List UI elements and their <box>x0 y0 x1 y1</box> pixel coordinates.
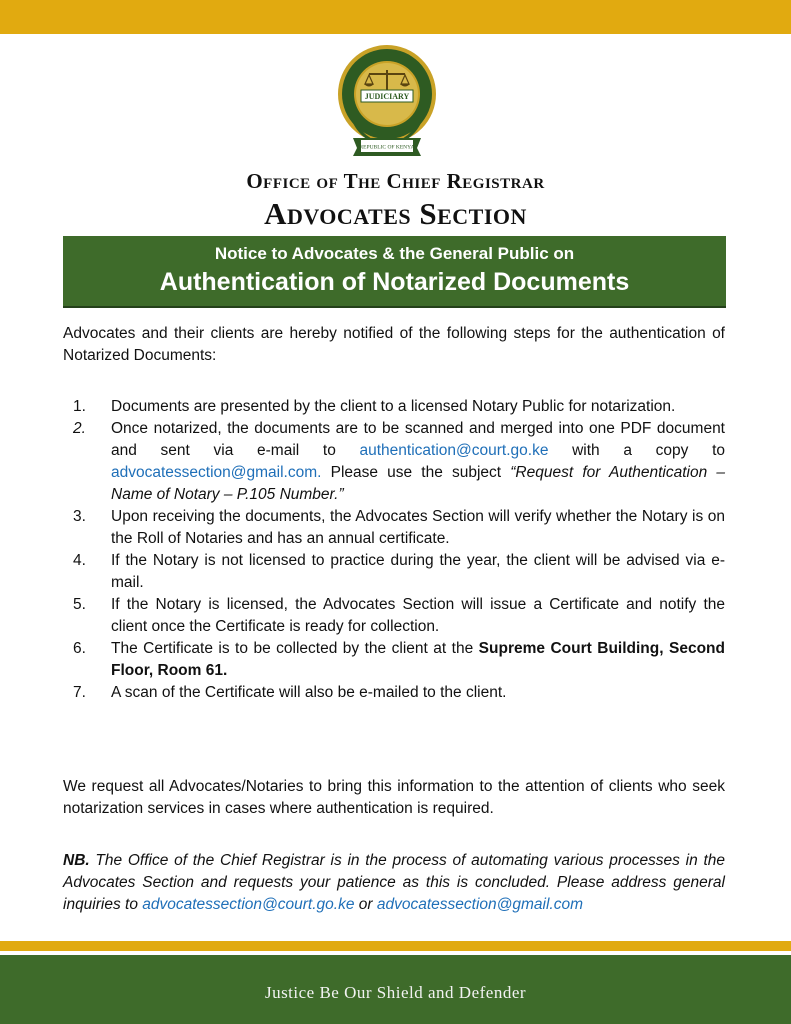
step-number: 7. <box>73 684 86 701</box>
footer-gold-line <box>0 941 791 951</box>
step-number: 3. <box>73 508 86 525</box>
step-text: The Certificate is to be collected by the client at the <box>111 640 479 657</box>
list-item <box>63 594 725 638</box>
collection-location: Supreme Court Building, Second Floor, Room 61. <box>111 640 725 679</box>
step-text: If the Notary is licensed, the Advocates Section will issue a Certificate and notify the client once the Certificate is ready for collection. <box>111 596 725 635</box>
banner-title: Authentication of Notarized Documents <box>159 268 630 296</box>
step-number: 4. <box>73 552 86 569</box>
seal-bottom-text: REPUBLIC OF KENYA <box>359 144 415 151</box>
notice-banner <box>63 236 726 308</box>
top-gold-bar <box>0 0 791 34</box>
footer-motto: Justice Be Our Shield and Defender <box>264 983 527 1002</box>
intro-paragraph: Advocates and their clients are hereby notified of the following steps for the authentication of Notarized Documents: <box>63 325 725 364</box>
list-item <box>63 506 725 550</box>
step-text: Once notarized, the documents are to be scanned and merged into one PDF document and sent via e-mail to <box>111 420 725 459</box>
step-number: 5. <box>73 596 86 613</box>
step-text: Upon receiving the documents, the Advocates Section will verify whether the Notary is on the Roll of Notaries and has an annual certificate. <box>111 508 725 547</box>
step-text: A scan of the Certificate will also be e-mailed to the client. <box>111 684 507 701</box>
step-text: If the Notary is not licensed to practice during the year, the client will be advised via e-mail. <box>111 552 725 591</box>
step-number: 6. <box>73 640 86 657</box>
step-text: Documents are presented by the client to a licensed Notary Public for notarization. <box>111 398 676 415</box>
step-number: 1. <box>73 398 86 415</box>
nb-paragraph: NB. The Office of the Chief Registrar is in the process of automating various processes in the Advocates Section and requests your patience as this is concluded. Please address general inquiries to advocatessection@court.go.ke or advocatessection@gmail.com <box>63 852 725 913</box>
section-title: Advocates Section <box>264 196 527 231</box>
closing-paragraph: We request all Advocates/Notaries to bring this information to the attention of clients who seek notarization services in cases where authentication is required. <box>63 778 725 817</box>
step-number: 2. <box>73 420 86 437</box>
list-item <box>63 638 725 682</box>
advocates-court-email-link[interactable]: advocatessection@court.go.ke <box>142 896 355 913</box>
list-item: 2. Once notarized, the documents are to be scanned and merged into one PDF document and sent via e-mail to authentication@court.go.ke with a copy to advocatessection@gmail.com. Please use the subject “Request for Authentication – Name of Notary – P.105 Number.” <box>73 420 726 503</box>
advocates-gmail-link[interactable]: advocatessection@gmail.com. <box>111 464 322 481</box>
list-item <box>63 396 725 418</box>
steps-list <box>63 396 725 704</box>
seal-top-text: JUDICIARY <box>364 92 410 101</box>
authentication-email-link[interactable]: authentication@court.go.ke <box>359 442 549 459</box>
advocates-gmail-link-nb[interactable]: advocatessection@gmail.com <box>376 896 583 913</box>
judiciary-seal-logo <box>335 44 439 162</box>
nb-label: NB. <box>63 852 90 869</box>
office-title: Office of The Chief Registrar <box>246 169 545 193</box>
list-item <box>63 682 725 704</box>
list-item <box>63 550 725 594</box>
email-subject-text: “Request for Authentication – Name of Notary – P.105 Number.” <box>111 464 725 503</box>
banner-subtitle: Notice to Advocates & the General Public on <box>214 244 575 263</box>
